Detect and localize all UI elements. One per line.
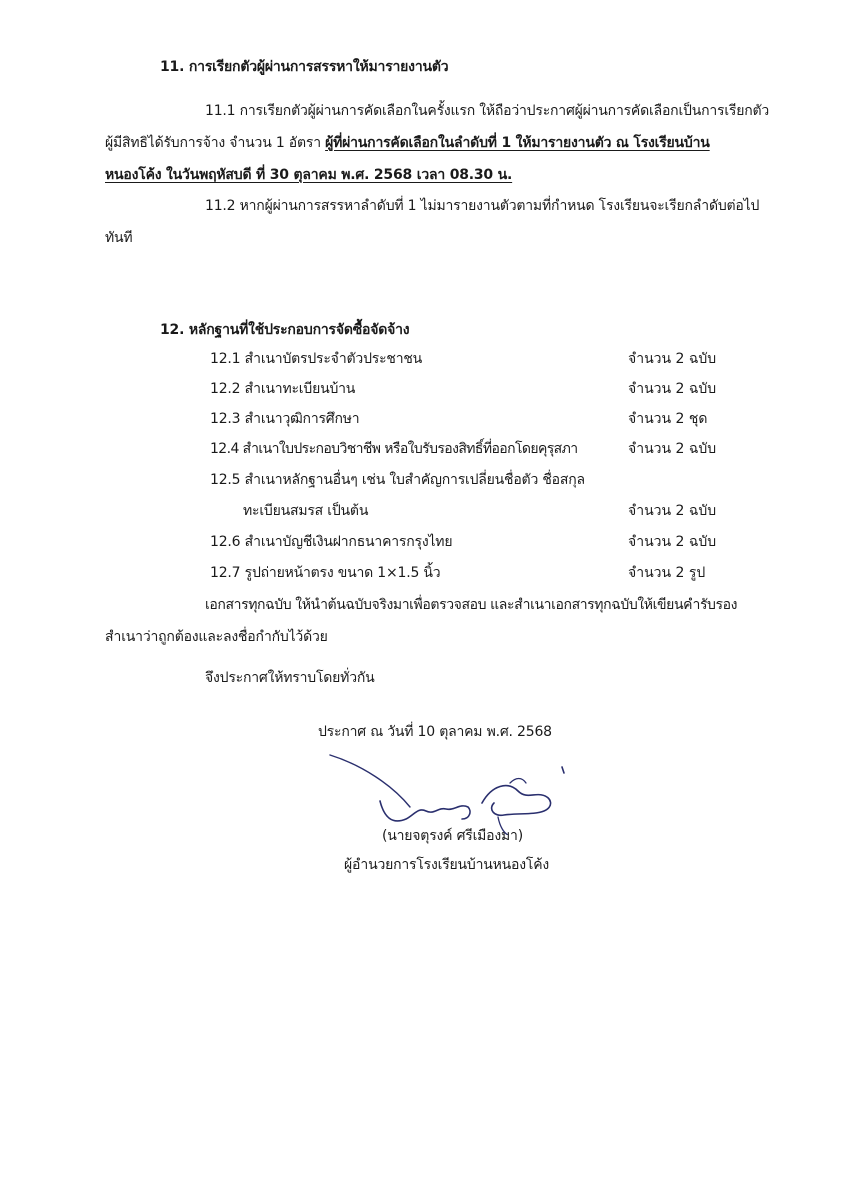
doc-item-label: 12.5 สำเนาหลักฐานอื่นๆ เช่น ใบสำคัญการเปลี่ยนชื่อตัว ชื่อสกุล [210,472,585,488]
signer-name: (นายจตุรงค์ ศรีเมืองมา) [382,828,523,844]
doc-item-label: 12.1 สำเนาบัตรประจำตัวประชาชน [210,351,423,367]
section-12-note-line2: สำเนาว่าถูกต้องและลงชื่อกำกับไว้ด้วย [105,629,328,645]
section-11-2-line2: ทันที [105,230,133,246]
signer-title: ผู้อำนวยการโรงเรียนบ้านหนองโค้ง [344,857,550,873]
section-11-1-line1: 11.1 การเรียกตัวผู้ผ่านการคัดเลือกในครั้งแรก ให้ถือว่าประกาศผู้ผ่านการคัดเลือกเป็นการเรียกตัว [205,103,770,119]
doc-item-label: 12.2 สำเนาทะเบียนบ้าน [210,381,356,397]
section-11-1-line2 [105,133,710,153]
section-11-1-line3: หนองโค้ง ในวันพฤหัสบดี ที่ 30 ตุลาคม พ.ศ. 2568 เวลา 08.30 น. [105,167,513,183]
doc-item-label: 12.4 สำเนาใบประกอบวิชาชีพ หรือใบรับรองสิทธิ์ที่ออกโดยคุรุสภา [210,441,578,457]
section-12-note-line1: เอกสารทุกฉบับ ให้นำต้นฉบับจริงมาเพื่อตรวจสอบ และสำเนาเอกสารทุกฉบับให้เขียนคำรับรอง [205,597,738,613]
signature-image [322,745,582,835]
doc-item-label-cont: ทะเบียนสมรส เป็นต้น [243,503,369,519]
doc-item-label: 12.7 รูปถ่ายหน้าตรง ขนาด 1×1.5 นิ้ว [210,565,441,581]
doc-item-amount: จำนวน 2 ฉบับ [628,503,717,519]
section-11-2-line1: 11.2 หากผู้ผ่านการสรรหาลำดับที่ 1 ไม่มารายงานตัวตามที่กำหนด โรงเรียนจะเรียกลำดับต่อไป [205,198,760,214]
section-11-1-line2-emphasis: ผู้ที่ผ่านการคัดเลือกในลำดับที่ 1 ให้มารายงานตัว ณ โรงเรียนบ้าน [325,135,710,151]
doc-item-amount: จำนวน 2 รูป [628,565,706,581]
announcement-date: ประกาศ ณ วันที่ 10 ตุลาคม พ.ศ. 2568 [318,724,552,740]
doc-item-amount: จำนวน 2 ฉบับ [628,534,717,550]
section-12-heading: 12. หลักฐานที่ใช้ประกอบการจัดซื้อจัดจ้าง [160,322,410,338]
doc-item-amount: จำนวน 2 ชุด [628,411,708,427]
doc-item-label: 12.6 สำเนาบัญชีเงินฝากธนาคารกรุงไทย [210,534,453,550]
doc-item-amount: จำนวน 2 ฉบับ [628,441,717,457]
doc-item-amount: จำนวน 2 ฉบับ [628,381,717,397]
closing-statement: จึงประกาศให้ทราบโดยทั่วกัน [205,670,375,686]
doc-item-amount: จำนวน 2 ฉบับ [628,351,717,367]
doc-item-label: 12.3 สำเนาวุฒิการศึกษา [210,411,360,427]
section-11-heading: 11. การเรียกตัวผู้ผ่านการสรรหาให้มารายงานตัว [160,59,449,75]
section-11-1-line2-plain: ผู้มีสิทธิได้รับการจ้าง จำนวน 1 อัตรา [105,135,326,151]
